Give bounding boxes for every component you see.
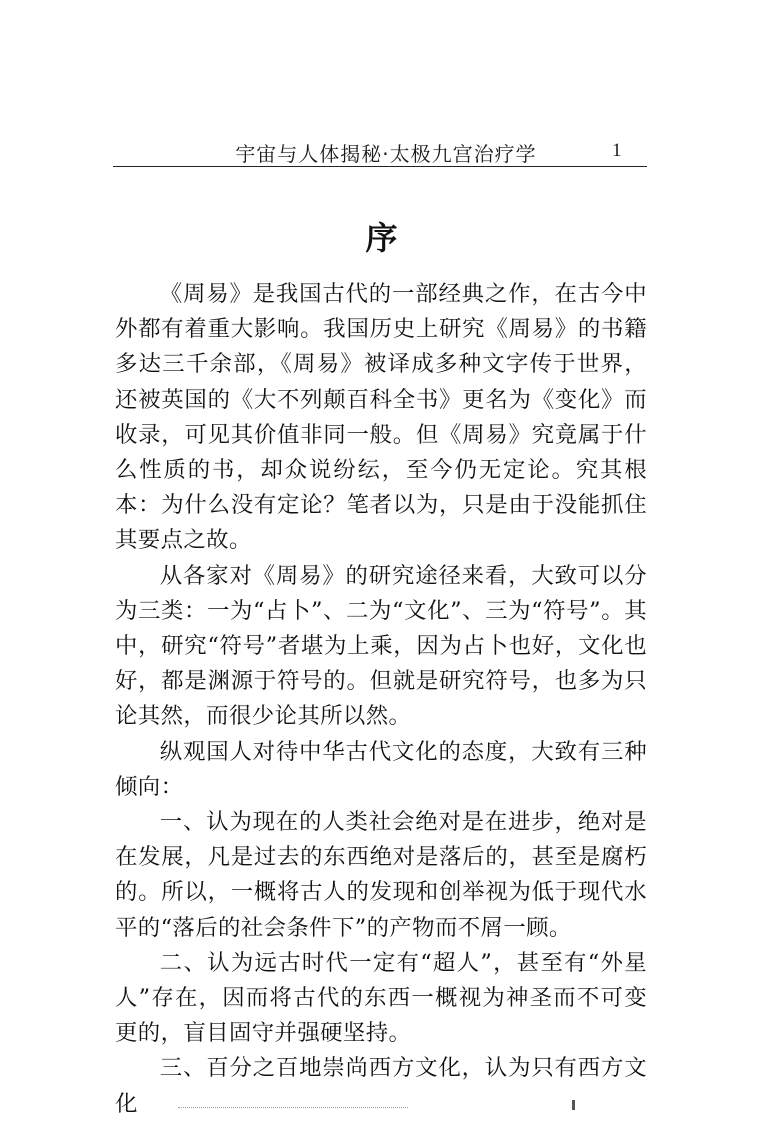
chapter-title: 序 bbox=[365, 219, 398, 257]
paragraph: 二、认为远古时代一定有“超人”，甚至有“外星人”存在，因而将古代的东西一概视为神圣而不可变更的，盲目固守并强硬坚持。 bbox=[115, 949, 647, 1047]
page-number: 1 bbox=[612, 140, 622, 161]
paragraph: 一、认为现在的人类社会绝对是在进步，绝对是在发展，凡是过去的东西绝对是落后的，甚至是腐朽的。所以，一概将古人的发现和创举视为低于现代水平的“落后的社会条件下”的产物而不屑一顾。 bbox=[115, 809, 647, 941]
paragraph: 纵观国人对待中华古代文化的态度，大致有三种倾向： bbox=[115, 738, 647, 800]
scan-artifact-mark bbox=[572, 1100, 575, 1110]
body-text bbox=[115, 277, 647, 1122]
header-rule bbox=[113, 166, 647, 167]
scan-artifact-line bbox=[178, 1107, 408, 1108]
header-title: 宇宙与人体揭秘·太极九宫治疗学 bbox=[235, 142, 537, 166]
paragraph: 《周易》是我国古代的一部经典之作，在古今中外都有着重大影响。我国历史上研究《周易》的书籍多达三千余部，《周易》被译成多种文字传于世界，还被英国的《大不列颠百科全书》更名为《变化》而收录，可见其价值非同一般。但《周易》究竟属于什么性质的书，却众说纷纭，至今仍无定论。究其根本：为什么没有定论？笔者以为，只是由于没能抓住其要点之故。 bbox=[115, 281, 647, 554]
running-header bbox=[0, 130, 763, 170]
paragraph: 三、百分之百地崇尚西方文化，认为只有西方文化 bbox=[115, 1055, 647, 1117]
paragraph: 从各家对《周易》的研究途径来看，大致可以分为三类：一为“占卜”、二为“文化”、三为“符号”。其中，研究“符号”者堪为上乘，因为占卜也好，文化也好，都是渊源于符号的。但就是研究符号，也多为只论其然，而很少论其所以然。 bbox=[115, 562, 647, 730]
